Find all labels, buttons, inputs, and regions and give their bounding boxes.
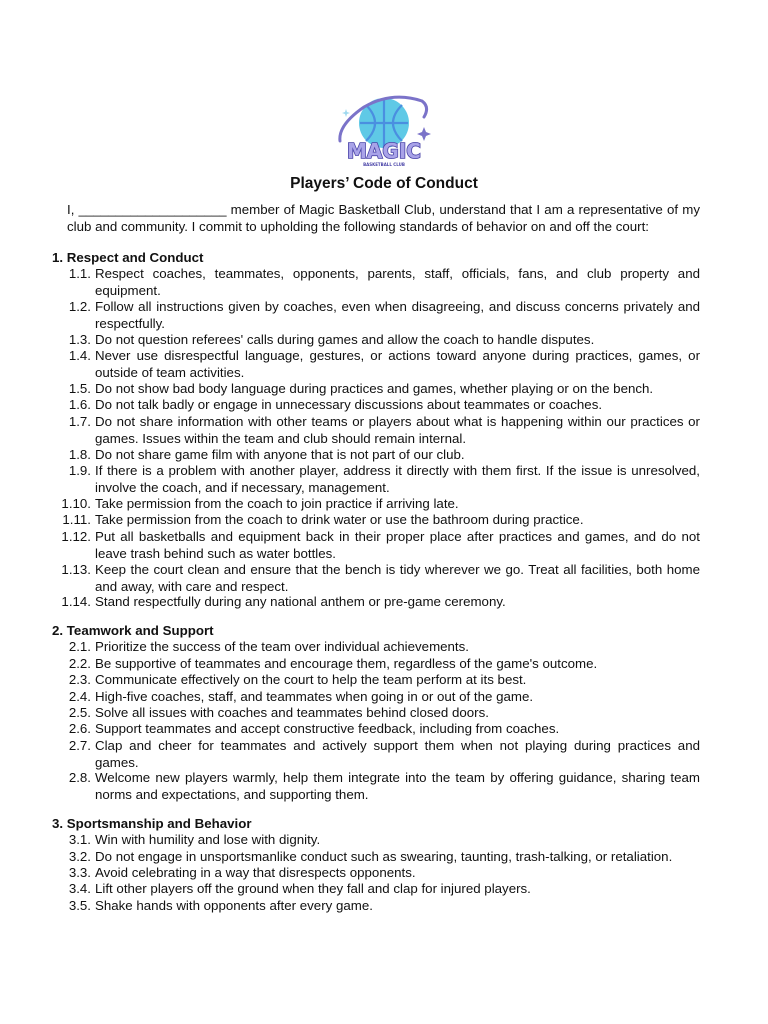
- item-number: 2.6.: [68, 721, 91, 736]
- list-item: [60, 348, 700, 381]
- item-number: 2.7.: [68, 738, 91, 753]
- item-number: 1.3.: [68, 332, 91, 347]
- item-text: Never use disrespectful language, gestures, or actions toward anyone during practices, games, or outside of team activities.: [95, 348, 700, 380]
- item-number: 2.3.: [68, 672, 91, 687]
- list-item: [60, 447, 700, 464]
- item-number: 1.12.: [61, 529, 91, 544]
- list-item: [60, 721, 700, 738]
- item-number: 2.2.: [68, 656, 91, 671]
- list-item: [60, 332, 700, 349]
- item-number: 3.5.: [68, 898, 91, 913]
- list-item: [60, 512, 700, 529]
- item-text: Welcome new players warmly, help them integrate into the team by offering guidance, sharing team norms and expectations, and supporting them.: [95, 770, 700, 802]
- item-text: Stand respectfully during any national anthem or pre-game ceremony.: [95, 594, 506, 609]
- section-heading: 3. Sportsmanship and Behavior: [52, 816, 252, 831]
- list-item: [60, 689, 700, 706]
- list-item: [60, 562, 700, 595]
- item-text: Win with humility and lose with dignity.: [95, 832, 321, 847]
- item-text: Do not show bad body language during practices and games, whether playing or on the bench.: [95, 381, 654, 396]
- item-number: 3.4.: [68, 881, 91, 896]
- item-text: Respect coaches, teammates, opponents, parents, staff, officials, fans, and club property and equipment.: [95, 266, 700, 298]
- item-number: 3.2.: [68, 849, 91, 864]
- item-text: Do not engage in unsportsmanlike conduct such as swearing, taunting, trash-talking, or retaliation.: [95, 849, 673, 864]
- logo-wordmark: MAGIC: [347, 139, 421, 163]
- item-number: 3.1.: [68, 832, 91, 847]
- item-number: 1.1.: [68, 266, 91, 281]
- list-item: [60, 770, 700, 803]
- list-item: [60, 738, 700, 771]
- list-item: [60, 898, 700, 915]
- list-item: [60, 381, 700, 398]
- item-text: Take permission from the coach to join practice if arriving late.: [95, 496, 459, 511]
- list-item: [60, 656, 700, 673]
- list-item: [60, 639, 700, 656]
- item-number: 1.10.: [61, 496, 91, 511]
- section-heading: 1. Respect and Conduct: [52, 250, 204, 265]
- item-text: Support teammates and accept constructive feedback, including from coaches.: [95, 721, 560, 736]
- item-text: Prioritize the success of the team over individual achievements.: [95, 639, 469, 654]
- item-text: Lift other players off the ground when they fall and clap for injured players.: [95, 881, 531, 896]
- item-text: Solve all issues with coaches and teammates behind closed doors.: [95, 705, 489, 720]
- item-text: Take permission from the coach to drink water or use the bathroom during practice.: [95, 512, 584, 527]
- sparkle-icon: [342, 109, 350, 117]
- item-number: 1.13.: [61, 562, 91, 577]
- item-number: 1.9.: [68, 463, 91, 478]
- page-title: Players’ Code of Conduct: [290, 175, 478, 192]
- list-item: [60, 672, 700, 689]
- item-number: 1.4.: [68, 348, 91, 363]
- intro-paragraph: I, ____________________ member of Magic Basketball Club, understand that I am a representative of my club and community. I commit to upholding the following standards of behavior on and off the court:: [67, 202, 700, 234]
- list-item: [60, 849, 700, 866]
- item-number: 3.3.: [68, 865, 91, 880]
- item-number: 1.14.: [61, 594, 91, 609]
- item-number: 1.7.: [68, 414, 91, 429]
- item-text: Be supportive of teammates and encourage them, regardless of the game's outcome.: [95, 656, 598, 671]
- item-number: 2.1.: [68, 639, 91, 654]
- item-text: Shake hands with opponents after every game.: [95, 898, 373, 913]
- list-item: [60, 832, 700, 849]
- section-heading: 2. Teamwork and Support: [52, 623, 214, 638]
- list-item: [60, 594, 700, 611]
- item-text: Put all basketballs and equipment back in their proper place after practices and games, and do not leave trash behind such as water bottles.: [95, 529, 700, 561]
- item-text: Follow all instructions given by coaches, even when disagreeing, and discuss concerns privately and respectfully.: [95, 299, 700, 331]
- item-text: High-five coaches, staff, and teammates when going in or out of the game.: [95, 689, 534, 704]
- item-number: 1.2.: [68, 299, 91, 314]
- item-text: Clap and cheer for teammates and actively support them when not playing during practices and games.: [95, 738, 700, 770]
- list-item: [60, 529, 700, 562]
- item-text: Keep the court clean and ensure that the bench is tidy wherever we go. Treat all facilities, both home and away, with care and respect.: [95, 562, 700, 594]
- list-item: [60, 266, 700, 299]
- item-text: Do not talk badly or engage in unnecessary discussions about teammates or coaches.: [95, 397, 603, 412]
- list-item: [60, 865, 700, 882]
- item-number: 1.6.: [68, 397, 91, 412]
- item-number: 2.5.: [68, 705, 91, 720]
- list-item: [60, 881, 700, 898]
- list-item: [60, 299, 700, 332]
- item-number: 1.11.: [62, 512, 91, 527]
- item-text: Do not share information with other teams or players about what is happening within our practices or games. Issues within the team and club should remain internal.: [95, 414, 700, 446]
- list-item: [60, 496, 700, 513]
- list-item: [60, 397, 700, 414]
- item-text: Do not share game film with anyone that is not part of our club.: [95, 447, 465, 462]
- item-number: 1.5.: [68, 381, 91, 396]
- list-item: [60, 705, 700, 722]
- item-text: If there is a problem with another player, address it directly with them first. If the issue is unresolved, involve the coach, and if necessary, management.: [95, 463, 700, 495]
- logo-subtext: BASKETBALL CLUB: [363, 162, 405, 167]
- item-text: Do not question referees' calls during games and allow the coach to handle disputes.: [95, 332, 595, 347]
- club-logo: [334, 95, 434, 170]
- item-number: 2.8.: [68, 770, 91, 785]
- item-number: 2.4.: [68, 689, 91, 704]
- list-item: [60, 414, 700, 447]
- item-text: Avoid celebrating in a way that disrespects opponents.: [95, 865, 416, 880]
- list-item: [60, 463, 700, 496]
- item-number: 1.8.: [68, 447, 91, 462]
- item-text: Communicate effectively on the court to help the team perform at its best.: [95, 672, 527, 687]
